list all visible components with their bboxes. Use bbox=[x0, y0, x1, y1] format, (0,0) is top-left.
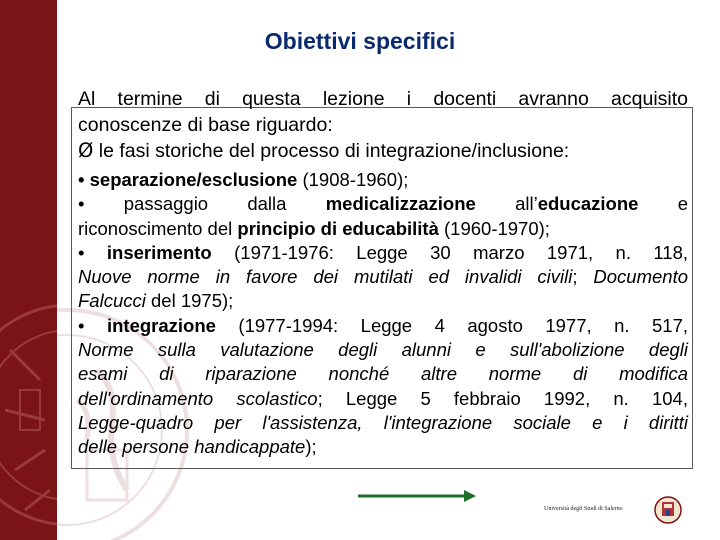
item-separazione bbox=[78, 168, 688, 192]
term-integrazione: integrazione bbox=[106, 314, 216, 336]
inserimento-law-title: Nuove norme in favore dei mutilati ed invalidi civili bbox=[78, 266, 573, 288]
term-principio-educabilita: principio di educabilità bbox=[237, 217, 439, 239]
item-passaggio-line2 bbox=[78, 217, 688, 241]
passaggio-text-b: all’ bbox=[475, 193, 538, 215]
item-integrazione-line4 bbox=[78, 387, 688, 411]
integrazione-law-3: dell'ordinamento scolastico bbox=[78, 387, 318, 409]
item-inserimento-line3 bbox=[78, 289, 688, 313]
dot-bullet: • bbox=[78, 314, 85, 336]
integrazione-end: ); bbox=[305, 436, 317, 458]
university-logo-icon bbox=[654, 494, 682, 526]
next-arrow-icon[interactable] bbox=[358, 489, 478, 503]
dot-bullet: • bbox=[78, 169, 85, 190]
inserimento-text-a: (1971-1976: Legge 30 marzo 1971, n. 118, bbox=[211, 241, 688, 263]
arrow-bullet-icon: Ø bbox=[78, 139, 94, 162]
integrazione-law-1: Norme sulla valutazione degli alunni e sull'abolizione degli bbox=[78, 339, 688, 361]
intro-line-2: conoscenze di base riguardo: bbox=[78, 114, 333, 136]
item-inserimento-line2 bbox=[78, 265, 688, 289]
inserimento-falcucci: Falcucci bbox=[78, 290, 146, 312]
term-inserimento: inserimento bbox=[106, 241, 212, 263]
item-inserimento-line1 bbox=[78, 241, 688, 265]
left-sidebar-band bbox=[0, 0, 57, 540]
inserimento-year: del 1975); bbox=[145, 290, 234, 312]
term-medicalizzazione: medicalizzazione bbox=[325, 193, 476, 215]
inserimento-documento: Documento bbox=[593, 266, 688, 288]
university-name: Università degli Studi di Salerno bbox=[544, 506, 623, 512]
passaggio-dates: (1960-1970); bbox=[438, 217, 550, 239]
item-integrazione-line5 bbox=[78, 411, 688, 435]
integrazione-text-a: (1977-1994: Legge 4 agosto 1977, n. 517, bbox=[215, 314, 689, 336]
item-integrazione-line3 bbox=[78, 362, 688, 386]
item-passaggio-line1 bbox=[78, 192, 688, 216]
term-educazione: educazione bbox=[537, 193, 639, 215]
integrazione-text-b: ; Legge 5 febbraio 1992, n. 104, bbox=[317, 387, 688, 409]
item-integrazione-line6 bbox=[78, 435, 688, 459]
passaggio-text-d: riconoscimento del bbox=[78, 217, 238, 239]
inserimento-sep: ; bbox=[572, 266, 594, 288]
slide-body bbox=[78, 86, 688, 460]
integrazione-law-2: esami di riparazione nonché altre norme di modifica bbox=[78, 363, 688, 385]
integrazione-law-4: Legge-quadro per l'assistenza, l'integrazione sociale e i diritti bbox=[78, 411, 688, 433]
main-bullet bbox=[78, 138, 688, 164]
integrazione-law-5: delle persone handicappate bbox=[78, 436, 306, 458]
item-integrazione-line1 bbox=[78, 314, 688, 338]
slide-title: Obiettivi specifici bbox=[264, 28, 456, 54]
term-separazione: separazione/esclusione bbox=[89, 169, 298, 190]
seal-emblem-icon bbox=[0, 290, 57, 540]
dot-bullet: • bbox=[78, 241, 85, 263]
item-integrazione-line2 bbox=[78, 338, 688, 362]
separazione-dates: (1908-1960); bbox=[297, 169, 409, 190]
main-bullet-text: le fasi storiche del processo di integrazione/inclusione: bbox=[98, 140, 570, 162]
intro-line-1: Al termine di questa lezione i docenti avranno acquisito bbox=[78, 88, 688, 110]
passaggio-text-a: passaggio dalla bbox=[123, 193, 326, 215]
passaggio-text-c: e bbox=[638, 193, 689, 215]
dot-bullet: • bbox=[78, 193, 85, 215]
